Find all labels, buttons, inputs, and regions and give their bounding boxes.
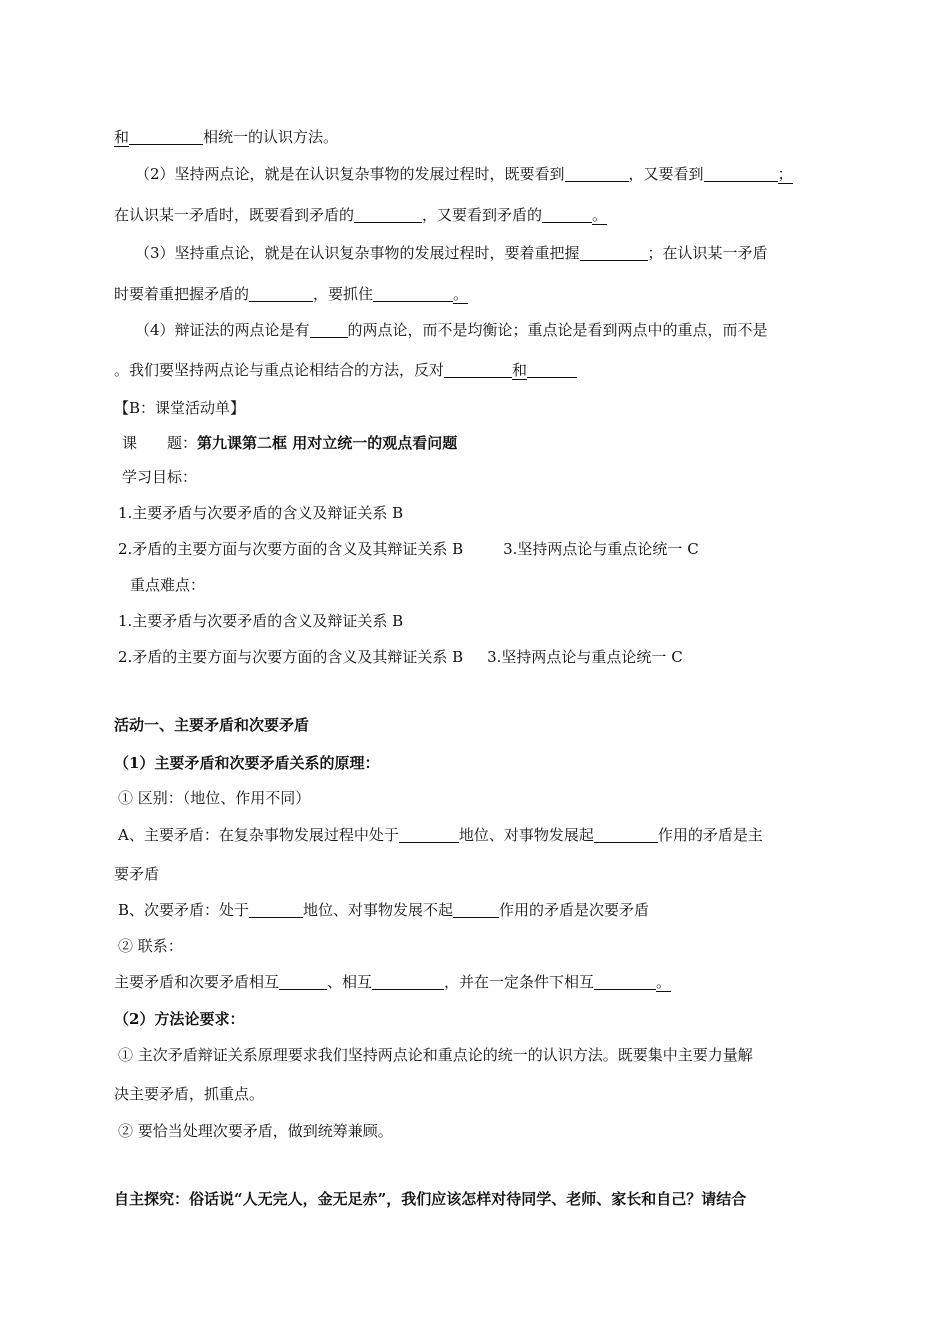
text-line: ① 主次矛盾辩证关系原理要求我们坚持两点论和重点论的统一的认识方法。既要集中主要力量解 [118, 1046, 753, 1064]
text-line: 1.主要矛盾与次要矛盾的含义及辩证关系 B [118, 612, 404, 630]
fill-blank [399, 826, 459, 843]
subsection-heading: （2）方法论要求： [114, 1010, 245, 1028]
text-line: 2.矛盾的主要方面与次要方面的含义及其辩证关系 B 3.坚持两点论与重点论统一 C [118, 540, 699, 558]
activity-heading: 活动一、主要矛盾和次要矛盾 [114, 716, 310, 734]
fill-blank [565, 165, 629, 182]
text-line: 1.主要矛盾与次要矛盾的含义及辩证关系 B [118, 504, 404, 522]
text-line: 主要矛盾和次要矛盾相互 、相互 ，并在一定条件下相互 。 [114, 973, 672, 991]
inquiry-question: 自主探究：俗话说“人无完人，金无足赤”，我们应该怎样对待同学、老师、家长和自己？请结合 [114, 1190, 747, 1208]
text-line: 重点难点： [130, 576, 206, 594]
text-line: 和 相统一的认识方法。 [114, 128, 339, 146]
fill-blank [373, 285, 453, 302]
fill-blank [580, 244, 648, 261]
text-line: A、主要矛盾：在复杂事物发展过程中处于 地位、对事物发展起 作用的矛盾是主 [118, 826, 763, 844]
subsection-heading: （1）主要矛盾和次要矛盾关系的原理： [114, 754, 380, 772]
text-line: 决主要矛盾，抓重点。 [114, 1085, 265, 1103]
fill-blank [594, 826, 658, 843]
text-line: （2）坚持两点论，就是在认识复杂事物的发展过程时，既要看到 ，又要看到 ； [135, 165, 793, 183]
fill-blank [444, 361, 512, 378]
fill-blank [453, 901, 499, 918]
fill-blank [310, 321, 348, 338]
fill-blank [527, 361, 577, 378]
text-line: 在认识某一矛盾时，既要看到矛盾的 ，又要看到矛盾的 。 [114, 206, 608, 224]
fill-blank [542, 206, 592, 223]
text-line: 学习目标： [122, 468, 198, 486]
text-line: 时要着重把握矛盾的 ，要抓住 。 [114, 285, 469, 303]
text-line: 要矛盾 [114, 865, 160, 883]
lesson-title: 课 题：第九课第二框 用对立统一的观点看问题 [122, 434, 458, 452]
text-line: （4）辩证法的两点论是有 的两点论，而不是均衡论；重点论是看到两点中的重点，而不是 [135, 321, 768, 339]
fill-blank [354, 206, 422, 223]
fill-blank [279, 973, 327, 990]
text-line: ① 区别：（地位、作用不同） [118, 789, 311, 807]
text-line: （3）坚持重点论，就是在认识复杂事物的发展过程时，要着重把握 ；在认识某一矛盾 [135, 244, 768, 262]
text-line: 。我们要坚持两点论与重点论相结合的方法，反对 和 [114, 360, 950, 380]
section-heading: 【B：课堂活动单】 [114, 399, 246, 417]
text-line: ② 联系： [118, 937, 183, 955]
fill-blank [372, 973, 444, 990]
text-line: B、次要矛盾：处于 地位、对事物发展不起 作用的矛盾是次要矛盾 [118, 901, 650, 919]
fill-blank [704, 165, 778, 182]
fill-blank [249, 901, 303, 918]
text-line: ② 要恰当处理次要矛盾，做到统筹兼顾。 [118, 1122, 393, 1140]
fill-blank [249, 285, 313, 302]
fill-blank [129, 128, 203, 145]
text-line: 2.矛盾的主要方面与次要方面的含义及其辩证关系 B 3.坚持两点论与重点论统一 C [118, 648, 683, 666]
fill-blank [594, 973, 656, 990]
